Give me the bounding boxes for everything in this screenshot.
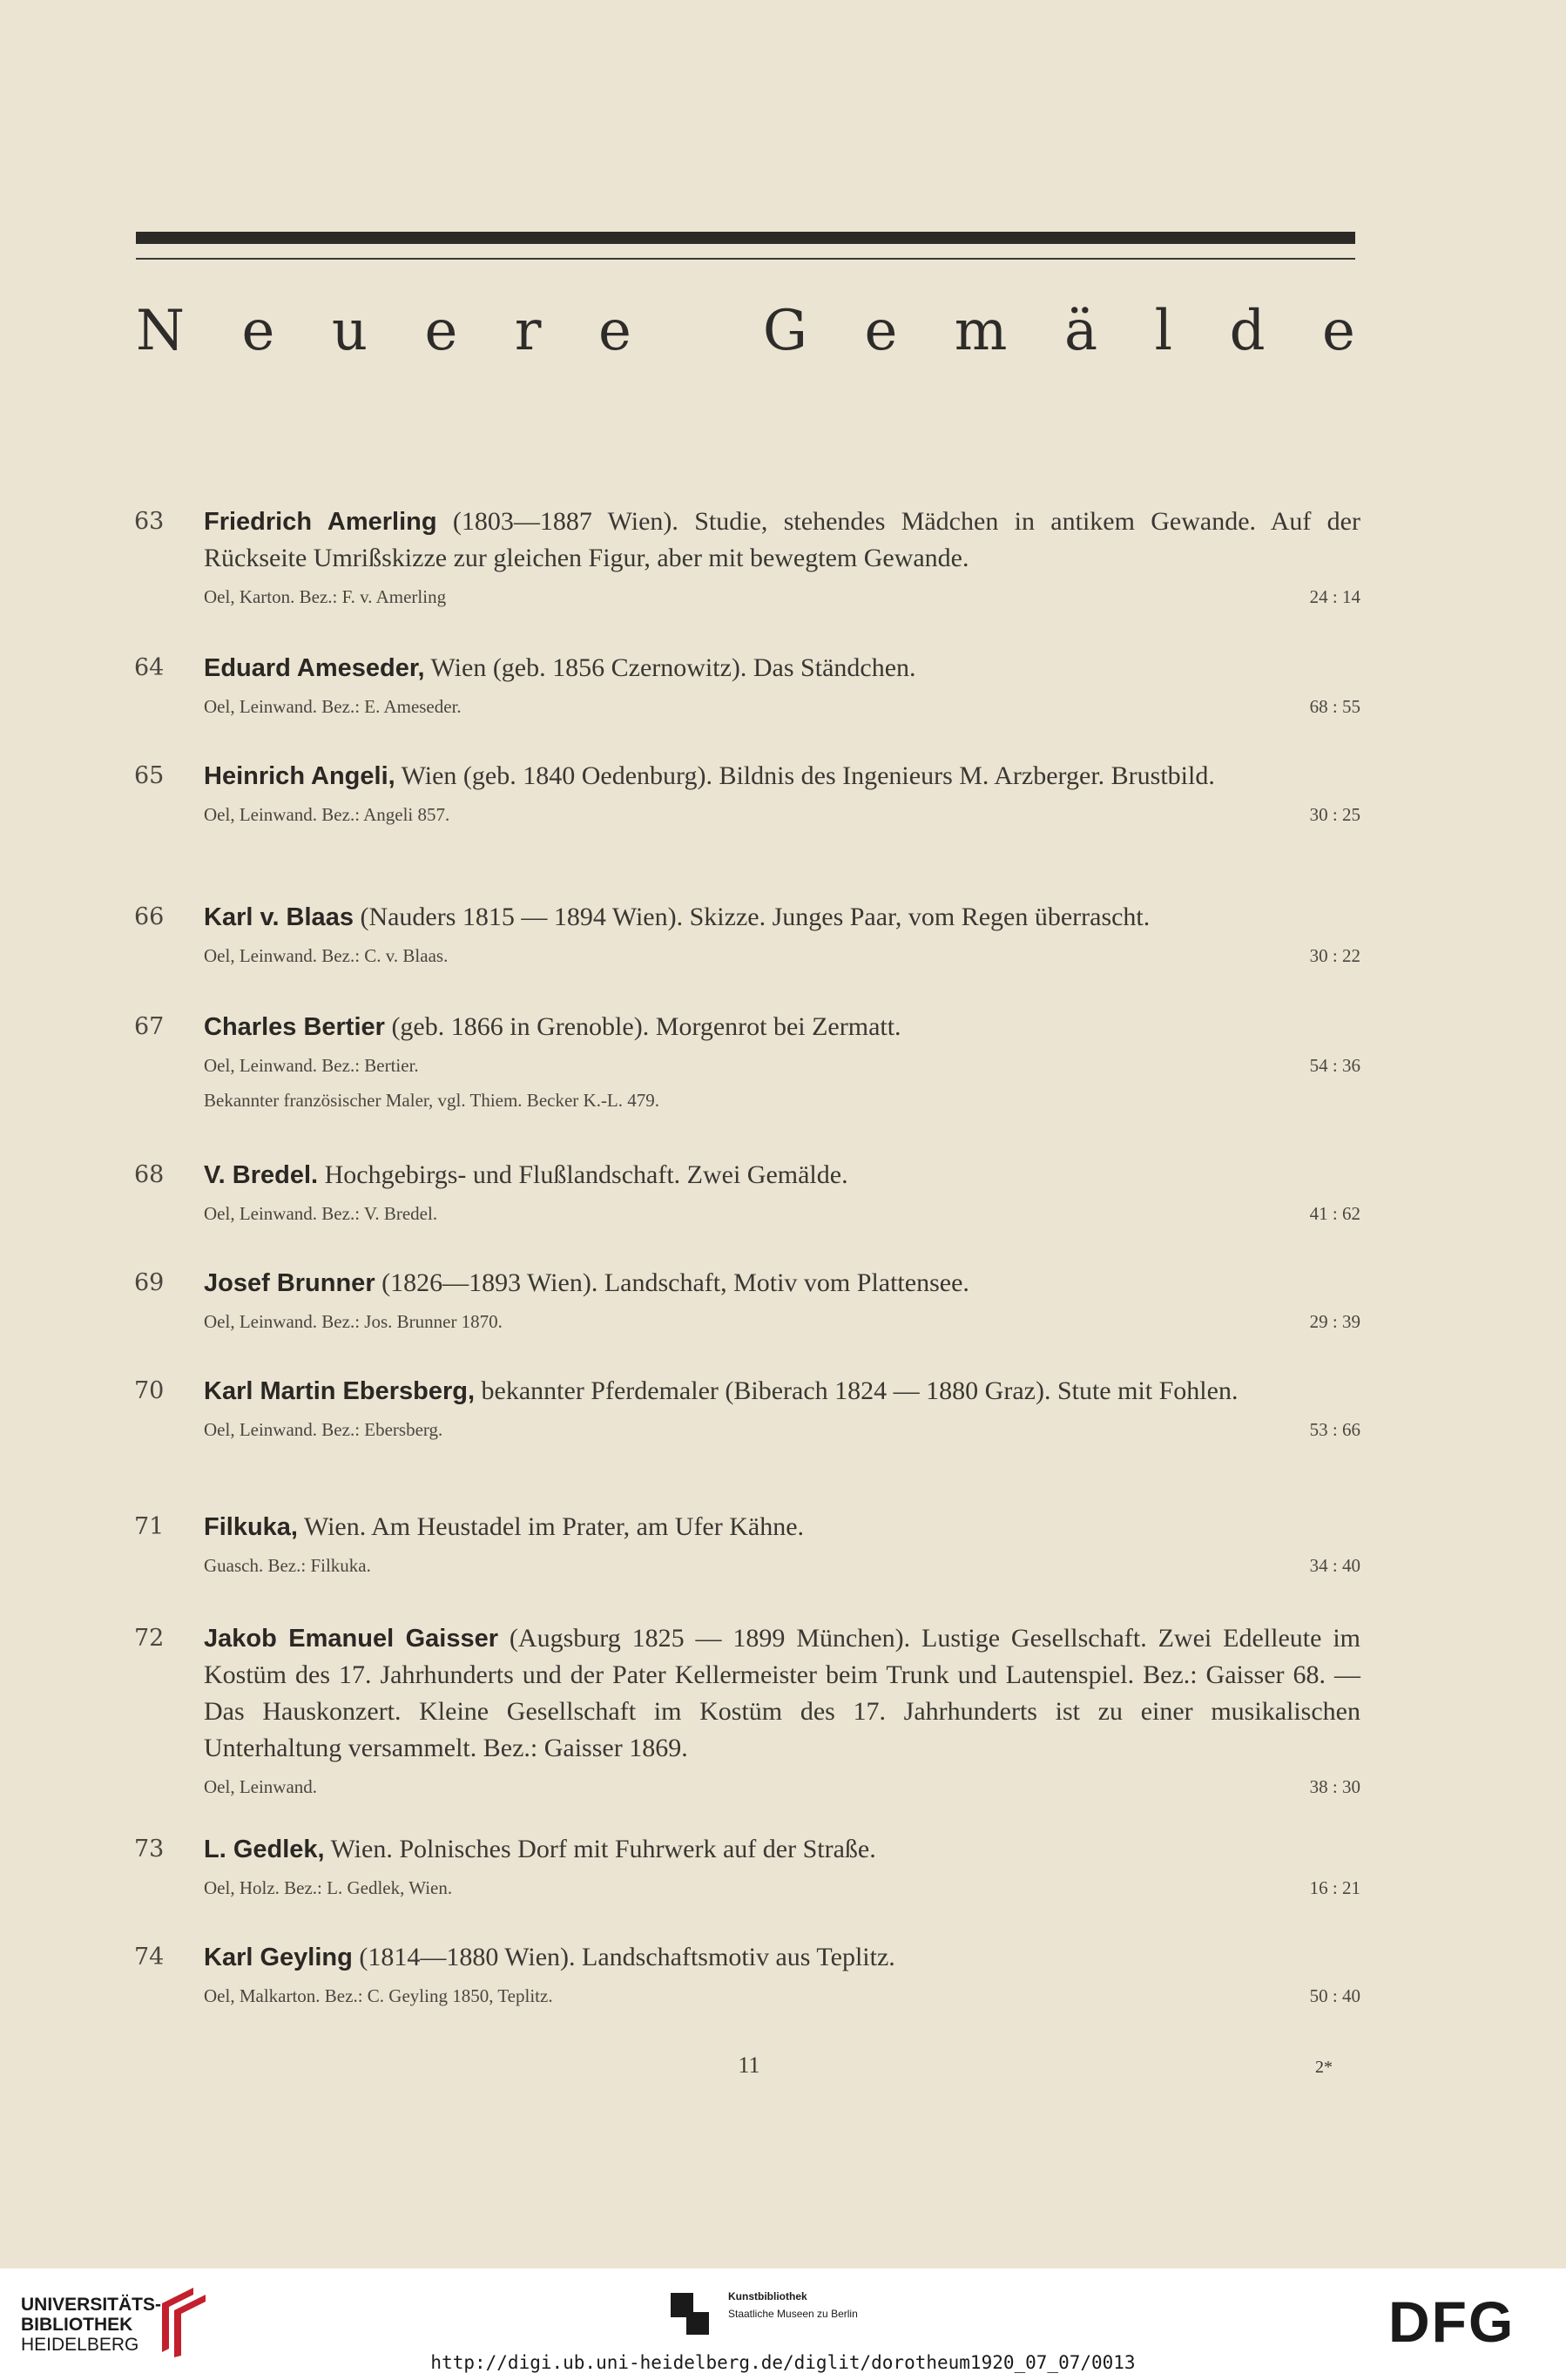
entry-text: (Augsburg 1825 — 1899 München). Lustige Gesellschaft. Zwei Edelleute im Kostüm des 17. Jahrhunderts und der Pater Kellermeister beim Trunk und Lautenspiel. Bez.: Gaisser 68. — Das Hauskonzert. Kleine Gesellschaft im Kostüm des 17. Jahrhunderts ist zu einer musikalischen Unterhaltung versammelt. Bez.: Gaisser 1869. xyxy=(204,1624,1360,1762)
entry-meta xyxy=(204,692,1360,721)
artist-name: Friedrich Amerling xyxy=(204,508,437,536)
medium-signature: Oel, Leinwand. Bez.: C. v. Blaas. xyxy=(204,945,449,966)
entry-meta xyxy=(204,1307,1360,1336)
artist-name: L. Gedlek, xyxy=(204,1836,325,1863)
dimensions: 53 : 66 xyxy=(1309,1419,1360,1440)
dimensions: 34 : 40 xyxy=(1309,1555,1360,1576)
entry-meta xyxy=(204,1772,1360,1802)
heading-letter: r xyxy=(514,299,542,363)
entry-meta xyxy=(204,941,1360,970)
catalog-entry-64 xyxy=(131,650,1360,721)
entry-description xyxy=(204,504,1360,577)
entry-text: Wien. Polnisches Dorf mit Fuhrwerk auf der Straße. xyxy=(324,1835,876,1863)
entry-meta xyxy=(204,1551,1360,1580)
entry-text: Wien. Am Heustadel im Prater, am Ufer Kähne. xyxy=(298,1512,805,1541)
page-heading xyxy=(136,287,1355,375)
heading-letter: d xyxy=(1229,299,1266,363)
digitization-footer xyxy=(0,2268,1566,2380)
dfg-logo[interactable]: DFG xyxy=(1388,2289,1515,2354)
ub-line-1: UNIVERSITÄTS- xyxy=(21,2295,162,2315)
ub-heidelberg-logo-icon[interactable] xyxy=(155,2281,216,2359)
ub-line-2: BIBLIOTHEK xyxy=(21,2315,133,2335)
entry-text: Wien (geb. 1840 Oedenburg). Bildnis des Ingenieurs M. Arzberger. Brustbild. xyxy=(395,761,1215,790)
entry-meta xyxy=(204,1873,1360,1903)
entry-text: Hochgebirgs- und Flußlandschaft. Zwei Gemälde. xyxy=(318,1160,848,1189)
entry-description xyxy=(204,1373,1360,1410)
catalog-entry-69 xyxy=(131,1265,1360,1336)
entry-number: 73 xyxy=(134,1836,165,1863)
artist-name: Josef Brunner xyxy=(204,1269,375,1297)
kb-name: Kunstbibliothek xyxy=(728,2290,807,2302)
ub-line-3: HEIDELBERG xyxy=(21,2335,139,2355)
catalog-entry-73 xyxy=(131,1831,1360,1903)
entry-meta xyxy=(204,1415,1360,1444)
entry-meta xyxy=(204,582,1360,612)
medium-signature: Oel, Leinwand. Bez.: E. Ameseder. xyxy=(204,696,462,717)
catalog-entry-71 xyxy=(131,1509,1360,1580)
catalog-entry-68 xyxy=(131,1157,1360,1228)
kb-subtitle: Staatliche Museen zu Berlin xyxy=(728,2308,858,2320)
entry-description xyxy=(204,758,1360,794)
entry-number: 67 xyxy=(134,1013,165,1040)
dimensions: 24 : 14 xyxy=(1309,586,1360,607)
artist-name: Eduard Ameseder, xyxy=(204,654,425,682)
entry-description xyxy=(204,1157,1360,1193)
entry-description xyxy=(204,1009,1360,1045)
dimensions: 30 : 22 xyxy=(1309,945,1360,966)
catalog-entry-67 xyxy=(131,1009,1360,1115)
heading-letter: e xyxy=(424,299,458,363)
artist-name: Charles Bertier xyxy=(204,1013,385,1041)
medium-signature: Oel, Karton. Bez.: F. v. Amerling xyxy=(204,586,447,607)
entry-number: 66 xyxy=(134,903,165,930)
catalog-entry-66 xyxy=(131,899,1360,970)
entry-description xyxy=(204,1939,1360,1976)
entry-number: 70 xyxy=(134,1377,165,1404)
dimensions: 29 : 39 xyxy=(1309,1311,1360,1332)
entry-description xyxy=(204,1509,1360,1545)
heading-letter: e xyxy=(1322,299,1355,363)
heading-letter: N xyxy=(136,299,185,363)
entry-meta xyxy=(204,1199,1360,1228)
entry-note: Bekannter französischer Maler, vgl. Thiem. Becker K.-L. 479. xyxy=(204,1090,660,1111)
catalog-entry-63 xyxy=(131,504,1360,612)
entry-number: 74 xyxy=(134,1944,165,1971)
medium-signature: Oel, Leinwand. Bez.: Ebersberg. xyxy=(204,1419,443,1440)
entry-description xyxy=(204,1831,1360,1868)
artist-name: V. Bredel. xyxy=(204,1161,319,1189)
artist-name: Heinrich Angeli, xyxy=(204,762,395,790)
kunstbibliothek-logo-icon[interactable] xyxy=(667,2288,714,2338)
artist-name: Karl Martin Ebersberg, xyxy=(204,1377,476,1405)
permalink-url[interactable]: http://digi.ub.uni-heidelberg.de/diglit/dorotheum1920_07_07/0013 xyxy=(430,2352,1136,2373)
entry-text: bekannter Pferdemaler (Biberach 1824 — 1880 Graz). Stute mit Fohlen. xyxy=(475,1376,1239,1405)
dimensions: 54 : 36 xyxy=(1309,1055,1360,1076)
heading-letter: l xyxy=(1154,299,1173,363)
header-rule-thick xyxy=(136,232,1355,244)
heading-letter: m xyxy=(954,299,1008,363)
entry-description xyxy=(204,650,1360,686)
entry-meta xyxy=(204,1981,1360,2011)
signature-mark: 2* xyxy=(1315,2058,1333,2077)
entry-text: (Nauders 1815 — 1894 Wien). Skizze. Junges Paar, vom Regen überrascht. xyxy=(353,903,1151,931)
medium-signature: Guasch. Bez.: Filkuka. xyxy=(204,1555,371,1576)
heading-letter: e xyxy=(864,299,898,363)
artist-name: Jakob Emanuel Gaisser xyxy=(204,1625,499,1653)
entry-number: 63 xyxy=(134,508,165,535)
artist-name: Filkuka, xyxy=(204,1513,298,1541)
dimensions: 16 : 21 xyxy=(1309,1877,1360,1898)
entry-description xyxy=(204,899,1360,936)
medium-signature: Oel, Leinwand. Bez.: Angeli 857. xyxy=(204,804,450,825)
entry-description xyxy=(204,1265,1360,1302)
entry-number: 64 xyxy=(134,654,165,681)
dimensions: 30 : 25 xyxy=(1309,804,1360,825)
catalog-entry-70 xyxy=(131,1373,1360,1444)
medium-signature: Oel, Leinwand. Bez.: Bertier. xyxy=(204,1055,419,1076)
entry-text: Wien (geb. 1856 Czernowitz). Das Ständchen. xyxy=(424,653,916,682)
entry-text: (geb. 1866 in Grenoble). Morgenrot bei Zermatt. xyxy=(384,1012,901,1041)
catalog-entry-74 xyxy=(131,1939,1360,2011)
entry-number: 71 xyxy=(134,1513,165,1540)
medium-signature: Oel, Malkarton. Bez.: C. Geyling 1850, Teplitz. xyxy=(204,1985,553,2006)
header-rule-thin xyxy=(136,258,1355,260)
dimensions: 50 : 40 xyxy=(1309,1985,1360,2006)
heading-letter: G xyxy=(762,299,807,363)
entry-meta xyxy=(204,1051,1360,1080)
heading-letter: ä xyxy=(1063,299,1098,363)
heading-letter: e xyxy=(241,299,275,363)
entry-text: (1814—1880 Wien). Landschaftsmotiv aus Teplitz. xyxy=(352,1943,895,1971)
entry-number: 65 xyxy=(134,762,165,789)
dimensions: 41 : 62 xyxy=(1309,1203,1360,1224)
entry-number: 69 xyxy=(134,1269,165,1296)
artist-name: Karl v. Blaas xyxy=(204,903,354,931)
heading-letter: e xyxy=(597,299,631,363)
ub-heidelberg-wordmark[interactable] xyxy=(21,2295,161,2355)
entry-number: 68 xyxy=(134,1161,165,1188)
kunstbibliothek-wordmark[interactable] xyxy=(728,2288,858,2323)
medium-signature: Oel, Leinwand. Bez.: Jos. Brunner 1870. xyxy=(204,1311,503,1332)
catalog-entry-65 xyxy=(131,758,1360,829)
page-number: 11 xyxy=(738,2052,760,2078)
medium-signature: Oel, Leinwand. xyxy=(204,1776,318,1797)
heading-letter: u xyxy=(331,299,368,363)
catalog-entry-72 xyxy=(131,1620,1360,1802)
artist-name: Karl Geyling xyxy=(204,1944,353,1971)
entry-meta xyxy=(204,800,1360,829)
dimensions: 68 : 55 xyxy=(1309,696,1360,717)
entry-description xyxy=(204,1620,1360,1767)
dimensions: 38 : 30 xyxy=(1309,1776,1360,1797)
medium-signature: Oel, Holz. Bez.: L. Gedlek, Wien. xyxy=(204,1877,453,1898)
medium-signature: Oel, Leinwand. Bez.: V. Bredel. xyxy=(204,1203,438,1224)
entry-text: (1803—1887 Wien). Studie, stehendes Mädchen in antikem Gewande. Auf der Rückseite Umrißskizze zur gleichen Figur, aber mit bewegtem Gewande. xyxy=(204,507,1360,572)
entry-text: (1826—1893 Wien). Landschaft, Motiv vom Plattensee. xyxy=(375,1268,969,1297)
entry-number: 72 xyxy=(134,1625,165,1652)
